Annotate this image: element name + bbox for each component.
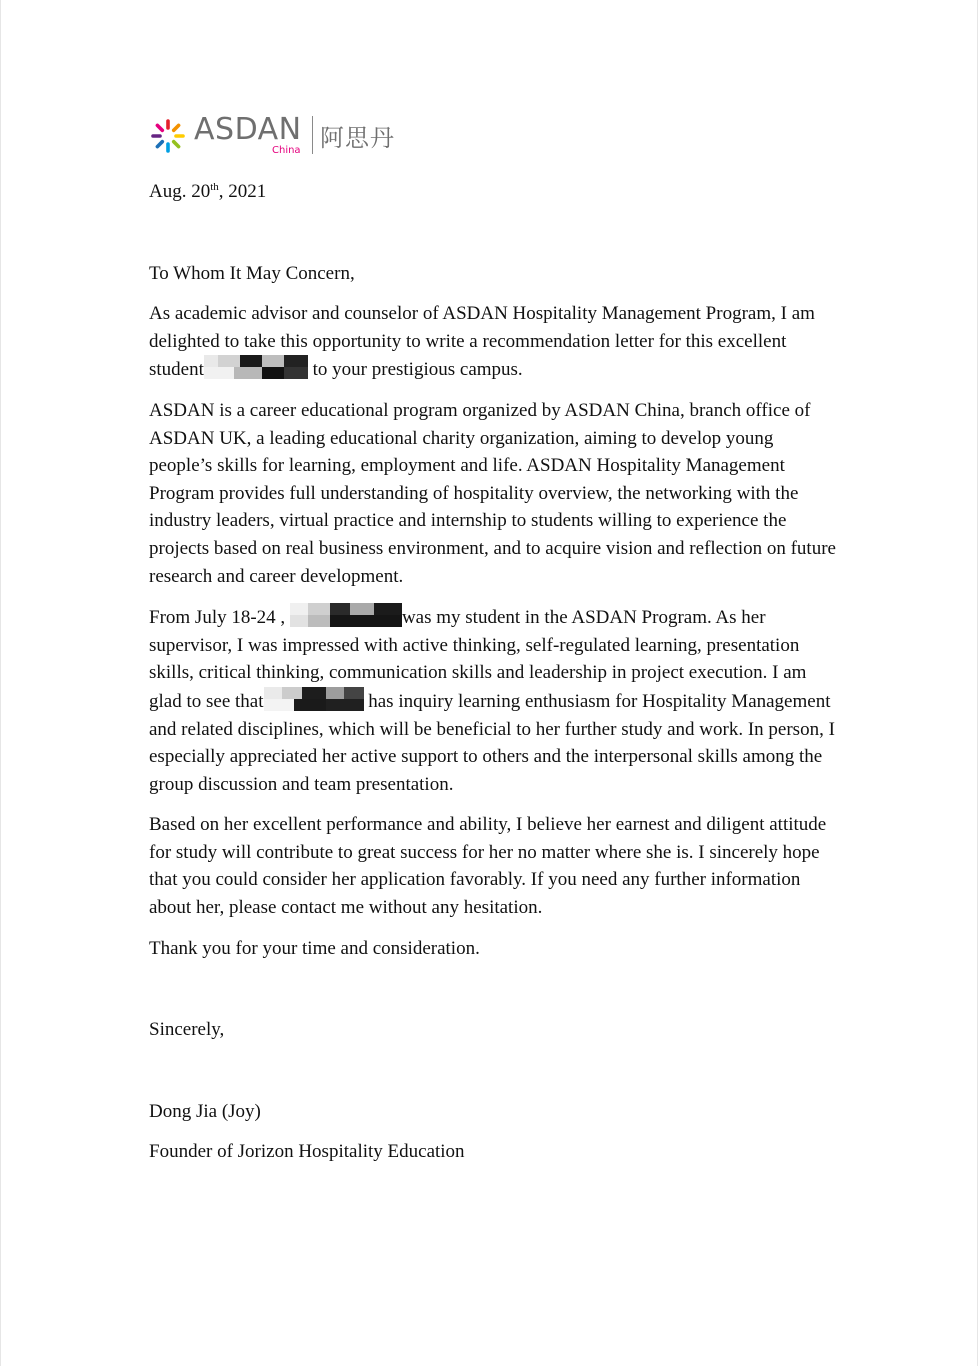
signer-title: Founder of Jorizon Hospitality Education bbox=[149, 1141, 465, 1163]
asdan-emblem-icon bbox=[148, 116, 188, 156]
closing: Sincerely, bbox=[149, 1019, 225, 1041]
paragraph-intro bbox=[149, 300, 839, 384]
date-year: , 2021 bbox=[218, 181, 267, 202]
paragraph-intro-text: As academic advisor and counselor of ASDAN Hospitality Management Program, I am delighted to take this opportunity to write a recommendation letter for this excellent student bbox=[149, 303, 815, 381]
logo-wordmark: ASDAN bbox=[194, 112, 302, 147]
paragraph-thanks: Thank you for your time and consideration. bbox=[149, 937, 480, 959]
logo-divider bbox=[312, 116, 313, 154]
date-suffix: th bbox=[210, 181, 219, 193]
redacted-name-block bbox=[264, 687, 364, 711]
paragraph-intro-tail: to your prestigious campus. bbox=[307, 359, 523, 381]
paragraph-student-start: From July 18-24 , bbox=[149, 607, 290, 629]
paragraph-student bbox=[149, 603, 839, 798]
letter-date bbox=[149, 178, 839, 206]
asdan-logo bbox=[148, 114, 408, 160]
redacted-name-block bbox=[290, 603, 402, 627]
paragraph-student-middle: was my student in the ASDAN Program. As her supervisor, I was impressed with active thinking, self-regulated learning, presentation skills, critical thinking, communication skills and leadership in project execution. I am glad to see that bbox=[149, 607, 807, 712]
letter-body bbox=[149, 178, 839, 1166]
paragraph-student-end: has inquiry learning enthusiasm for Hospitality Management and related disciplines, which will be beneficial to her further study and work. In person, I especially appreciated her active support to others and the interpersonal skills among the group discussion and team presentation. bbox=[149, 690, 835, 795]
signer-name: Dong Jia (Joy) bbox=[149, 1100, 261, 1122]
logo-chinese-name: 阿思丹 bbox=[320, 124, 395, 152]
paragraph-recommendation: Based on her excellent performance and ability, I believe her earnest and diligent attitude for study will contribute to great success for her no matter where she is. I sincerely hope that you could consider her application favorably. If you need any further information about her, please contact me without any hesitation. bbox=[149, 814, 827, 919]
date-month-day: Aug. 20 bbox=[149, 181, 211, 202]
salutation: To Whom It May Concern, bbox=[149, 262, 355, 284]
paragraph-about-asdan: ASDAN is a career educational program organized by ASDAN China, branch office of ASDAN UK, a leading educational charity organization, aiming to develop young people’s skills for learning, employment and life. ASDAN Hospitality Management Program provides full understanding of hospitality overview, the networking with the industry leaders, virtual practice and internship to students willing to experience the projects based on real business environment, and to acquire vision and reflection on future research and career development. bbox=[149, 399, 836, 587]
logo-subtitle: China bbox=[272, 145, 301, 156]
redacted-name-block bbox=[204, 355, 308, 379]
